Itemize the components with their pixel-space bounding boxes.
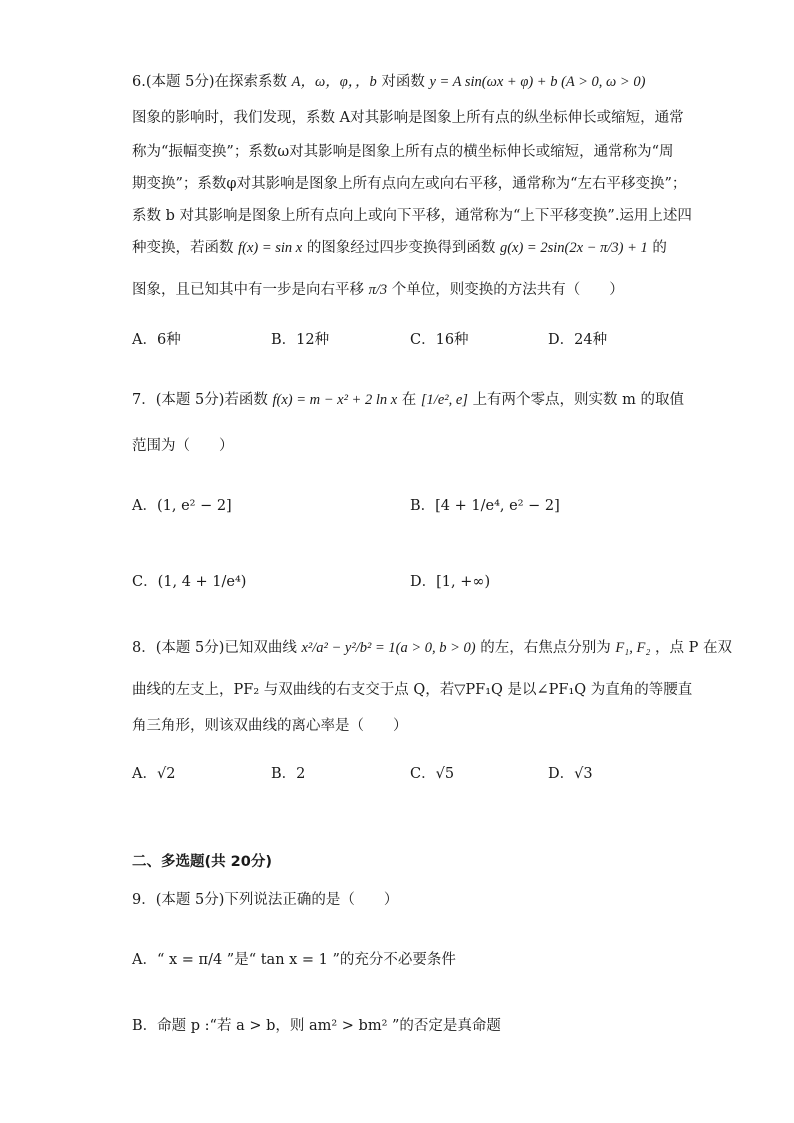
q8-line1-c: ，点 P 在双 [654, 640, 732, 656]
q6-line6-c: 的 [652, 240, 667, 256]
q6-formula: y = A sin(ωx + φ) + b (A > 0, ω > 0) [429, 74, 646, 90]
q7-option-b: B．[4 + 1/e⁴, e² − 2] [410, 498, 560, 514]
q8-line-2: 曲线的左支上，PF₂ 与双曲线的右支交于点 Q，若▽PF₁Q 是以∠PF₁Q 为直角的等腰直 [132, 682, 693, 698]
q6-line6-b: 的图象经过四步变换得到函数 [306, 240, 496, 256]
q7-option-a: A．(1, e² − 2] [132, 498, 232, 514]
q7-line-1 [132, 390, 684, 410]
q7-line1-a: 7．(本题 5分)若函数 [132, 392, 268, 408]
q6-g-formula: g(x) = 2sin(2x − π/3) + 1 [499, 240, 648, 256]
q8-option-d: D．√3 [548, 766, 593, 782]
q6-prefix: 6.(本题 5分)在探索系数 [132, 74, 287, 90]
q6-line7-b: 个单位，则变换的方法共有（ ） [391, 282, 624, 298]
q8-hyperbola: x²/a² − y²/b² = 1(a > 0, b > 0) [301, 640, 476, 656]
section-heading: 二、多选题(共 20分) [132, 854, 272, 870]
q9-option-b: B．命题 p :“若 a > b，则 am² > bm² ”的否定是真命题 [132, 1018, 501, 1034]
q6-option-d: D．24种 [548, 332, 608, 348]
q7-option-c: C．(1, 4 + 1/e⁴) [132, 574, 247, 590]
q6-line-2: 图象的影响时，我们发现，系数 A对其影响是图象上所有点的纵坐标伸长或缩短，通常 [132, 110, 684, 126]
q6-f-formula: f(x) = sin x [238, 240, 303, 256]
q8-foci: F₁, F₂ [615, 640, 651, 656]
q7-function: f(x) = m − x² + 2 ln x [272, 392, 398, 408]
q6-line-1 [132, 72, 645, 92]
q8-option-b: B．2 [271, 766, 306, 782]
q6-line-3: 称为“振幅变换”；系数ω对其影响是图象上所有点的横坐标伸长或缩短，通常称为“周 [132, 144, 674, 160]
q6-line-7 [132, 280, 624, 300]
q6-line-4: 期变换”；系数φ对其影响是图象上所有点向左或向右平移，通常称为“左右平移变换”； [132, 176, 687, 192]
q7-line1-c: 上有两个零点，则实数 m 的取值 [472, 392, 685, 408]
q8-line-1 [132, 638, 732, 658]
q8-line1-a: 8．(本题 5分)已知双曲线 [132, 640, 297, 656]
q6-line-5: 系数 b 对其影响是图象上所有点向上或向下平移，通常称为“上下平移变换”.运用上述四 [132, 208, 692, 224]
q7-line1-b: 在 [401, 392, 417, 408]
q8-option-a: A．√2 [132, 766, 176, 782]
q9-option-a: A．“ x = π/4 ”是“ tan x = 1 ”的充分不必要条件 [132, 952, 456, 968]
q6-option-a: A．6种 [132, 332, 181, 348]
q6-option-b: B．12种 [271, 332, 330, 348]
q9-line-1: 9．(本题 5分)下列说法正确的是（ ） [132, 892, 399, 908]
q6-mid: 对函数 [381, 74, 425, 90]
q6-coefficients: A，ω，φ，，b [291, 74, 377, 90]
q8-option-c: C．√5 [410, 766, 455, 782]
q7-option-d: D．[1, +∞) [410, 574, 491, 590]
q6-option-c: C．16种 [410, 332, 469, 348]
q6-line6-a: 种变换，若函数 [132, 240, 234, 256]
q7-interval: [1/e², e] [420, 392, 468, 408]
q8-line1-b: 的左，右焦点分别为 [480, 640, 611, 656]
q7-line-2: 范围为（ ） [132, 438, 234, 454]
q6-line-6 [132, 238, 667, 258]
q8-line-3: 角三角形，则该双曲线的离心率是（ ） [132, 718, 408, 734]
q6-line7-a: 图象，且已知其中有一步是向右平移 [132, 282, 364, 298]
q6-shift-fraction: π/3 [368, 282, 388, 298]
